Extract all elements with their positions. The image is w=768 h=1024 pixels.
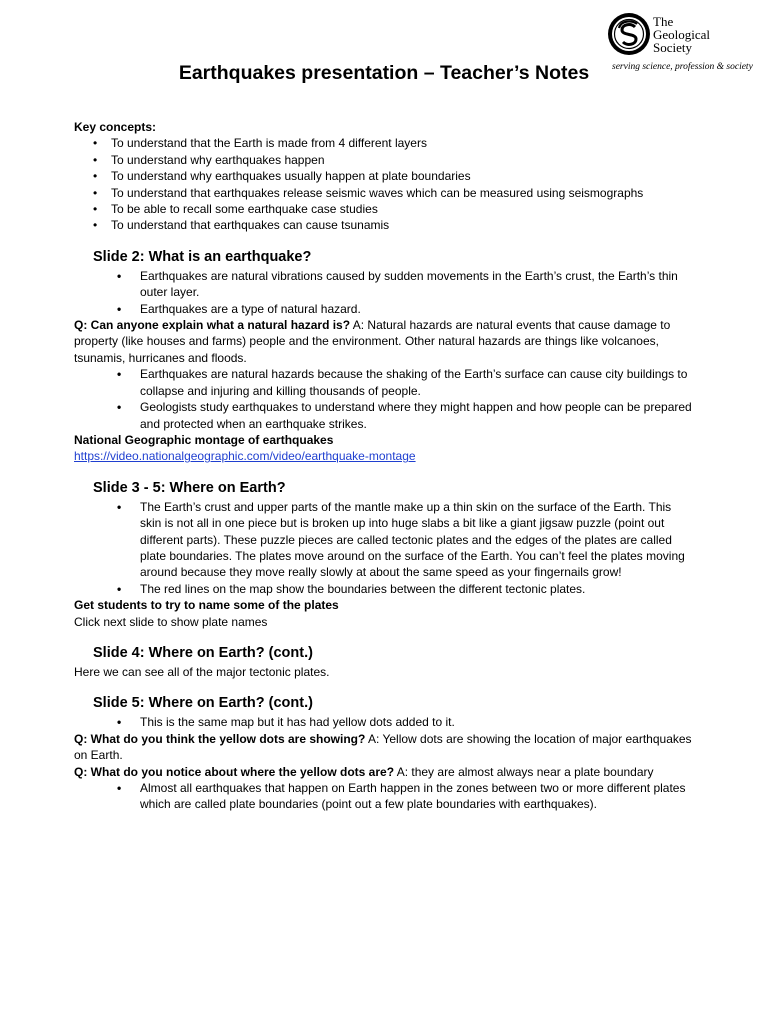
video-label: National Geographic montage of earthquakes (74, 432, 334, 447)
question-answer: A: Yellow dots are showing the location of major earthquakes on Earth. (74, 731, 692, 763)
slide-3-instruction-bold: Get students to try to name some of the plates (74, 598, 339, 613)
question-label: Q: What do you think the yellow dots are showing? (74, 731, 366, 746)
list-item: • To understand that earthquakes release seismic waves which can be measured using seismographs (74, 185, 694, 201)
slide-4-heading: Slide 4: Where on Earth? (cont.) (93, 644, 313, 661)
slide-5-bullets-b (74, 780, 694, 813)
list-item: • The Earth’s crust and upper parts of the mantle make up a thin skin on the surface of the Earth. This skin is not all in one piece but is broken up into huge slabs a bit like a giant jigsaw puzzle (point out different parts). These puzzle pieces are called tectonic plates and the edges of the plates are called plate boundaries. The plates move around on the surface of the Earth. You can’t feel the plates moving around because they move really slowly at about the same speed as your fingernails grow! (74, 499, 694, 581)
logo-tagline: serving science, profession & society (612, 62, 753, 72)
list-item: • To understand that the Earth is made from 4 different layers (74, 135, 694, 151)
document-body (74, 119, 694, 813)
question-label: Q: Can anyone explain what a natural hazard is? (74, 318, 351, 333)
slide-2-bullets-a (74, 268, 694, 317)
list-item: • To be able to recall some earthquake case studies (74, 201, 694, 217)
question-label: Q: What do you notice about where the yellow dots are? (74, 764, 395, 779)
slide-3-bullets (74, 499, 694, 597)
list-item: • Geologists study earthquakes to understand where they might happen and how people can be prepared and protected when an earthquake strikes. (74, 399, 694, 432)
slide-5-question-2 (74, 764, 694, 780)
list-item: • Earthquakes are natural hazards because the shaking of the Earth’s surface can cause city buildings to collapse and injuring and killing thousands of people. (74, 366, 694, 399)
slide-5-bullets-a (74, 714, 694, 730)
list-item: • The red lines on the map show the boundaries between the different tectonic plates. (74, 581, 694, 597)
logo-line-3: Society (653, 40, 692, 55)
slide-3-heading: Slide 3 - 5: Where on Earth? (93, 479, 286, 496)
question-answer: A: Natural hazards are natural events that cause damage to property (like houses and farms) people and the environment. Other natural hazards are things like volcanoes, tsunamis, hurricanes and floods. (74, 318, 671, 365)
slide-3-instruction: Click next slide to show plate names (74, 614, 268, 629)
list-item: • To understand why earthquakes usually happen at plate boundaries (74, 168, 694, 184)
list-item: • To understand why earthquakes happen (74, 152, 694, 168)
logo-line-1: The (653, 14, 674, 29)
slide-4-text: Here we can see all of the major tectonic plates. (74, 664, 330, 679)
slide-2-heading: Slide 2: What is an earthquake? (93, 248, 312, 265)
key-concepts-list (74, 135, 694, 233)
list-item: • Earthquakes are natural vibrations caused by sudden movements in the Earth’s crust, the Earth’s thin outer layer. (74, 268, 694, 301)
list-item: • Almost all earthquakes that happen on Earth happen in the zones between two or more different plates which are called plate boundaries (point out a few plate boundaries with earthquakes). (74, 780, 694, 813)
video-link[interactable]: https://video.nationalgeographic.com/video/earthquake-montage (74, 449, 416, 464)
list-item: • To understand that earthquakes can cause tsunamis (74, 217, 694, 233)
page-title: Earthquakes presentation – Teacher’s Notes (178, 62, 590, 84)
slide-5-heading: Slide 5: Where on Earth? (cont.) (93, 695, 313, 712)
key-concepts-heading: Key concepts: (74, 120, 157, 134)
logo-line-2: Geological (653, 27, 711, 42)
list-item: • This is the same map but it has had yellow dots added to it. (74, 714, 694, 730)
slide-2-bullets-b (74, 366, 694, 432)
logo-wordmark (653, 15, 710, 54)
slide-5-question-1 (74, 731, 694, 764)
geological-society-seal-icon (607, 12, 651, 56)
slide-2-question (74, 317, 694, 366)
question-answer: A: they are almost always near a plate boundary (394, 764, 654, 779)
list-item: • Earthquakes are a type of natural hazard. (74, 301, 694, 317)
